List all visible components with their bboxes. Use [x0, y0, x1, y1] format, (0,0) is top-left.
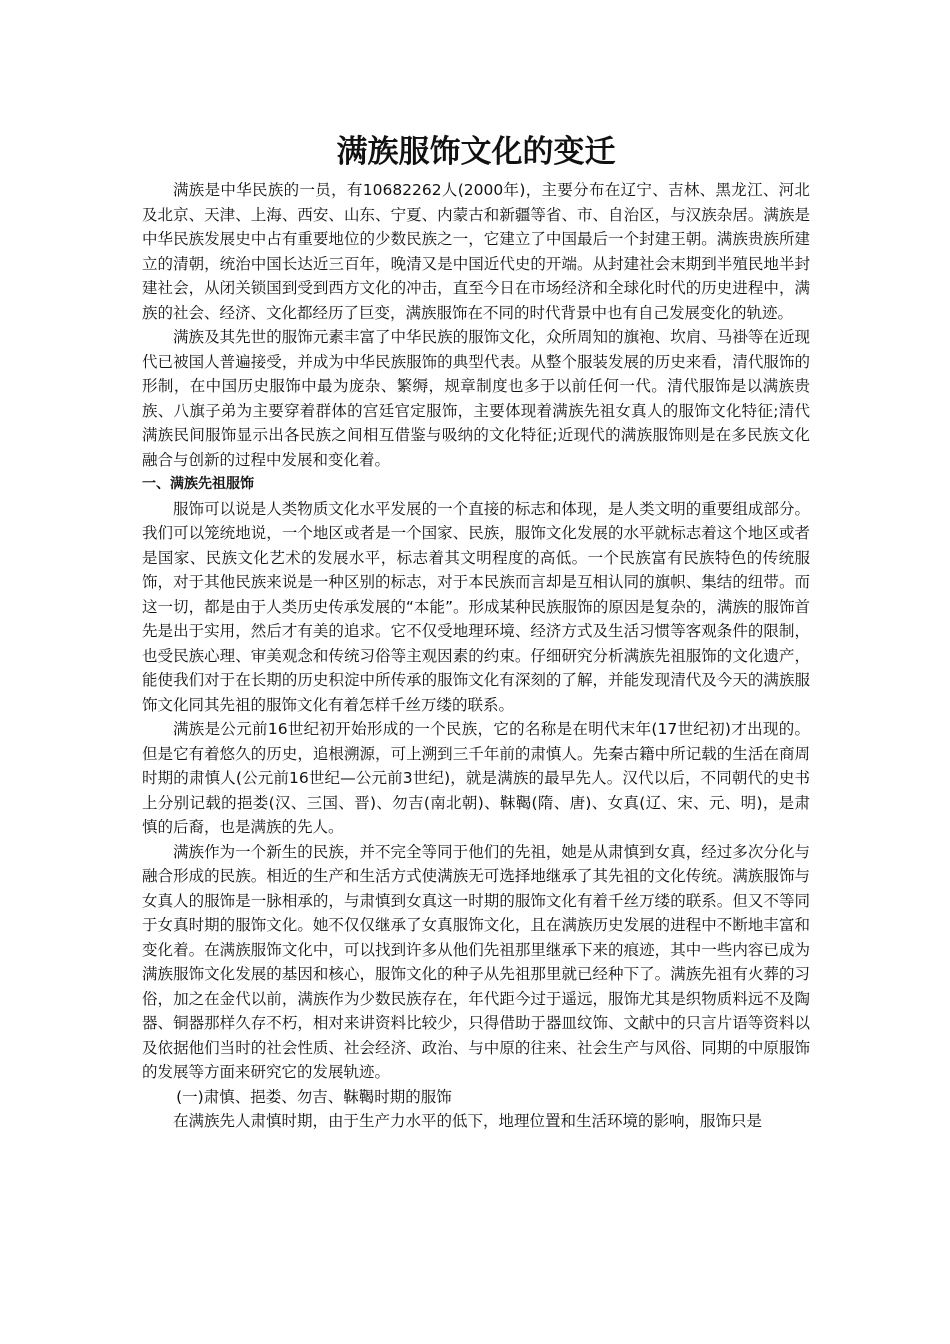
- document-page: [142, 130, 810, 1134]
- section-heading: 一、满族先祖服饰: [142, 476, 254, 492]
- subsection-heading: (一)肃慎、挹娄、勿吉、靺鞨时期的服饰: [176, 1087, 452, 1106]
- section-paragraph-1: 服饰可以说是人类物质文化水平发展的一个直接的标志和体现，是人类文明的重要组成部分。我们可以笼统地说，一个地区或者是一个国家、民族，服饰文化发展的水平就标志着这个地区或者是国家、民族文化艺术的发展水平，标志着其文明程度的高低。一个民族富有民族特色的传统服饰，对于其他民族来说是一种区别的标志，对于本民族而言却是互相认同的旗帜、集结的纽带。而这一切，都是由于人类历史传承发展的“本能”。形成某种民族服饰的原因是复杂的，满族的服饰首先是出于实用，然后才有美的追求。它不仅受地理环境、经济方式及生活习惯等客观条件的限制，也受民族心理、审美观念和传统习俗等主观因素的约束。仔细研究分析满族先祖服饰的文化遗产，能使我们对于在长期的历史积淀中所传承的服饰文化有深刻的了解，并能发现清代及今天的满族服饰文化同其先祖的服饰文化有着怎样千丝万缕的联系。: [142, 499, 810, 714]
- intro-paragraph-2: 满族及其先世的服饰元素丰富了中华民族的服饰文化，众所周知的旗袍、坎肩、马褂等在近现代已被国人普遍接受，并成为中华民族服饰的典型代表。从整个服装发展的历史来看，清代服饰的形制，在中国历史服饰中最为庞杂、繁缛，规章制度也多于以前任何一代。清代服饰是以满族贵族、八旗子弟为主要穿着群体的宫廷官定服饰，主要体现着满族先祖女真人的服饰文化特征;清代满族民间服饰显示出各民族之间相互借鉴与吸纳的文化特征;近现代的满族服饰则是在多民族文化融合与创新的过程中发展和变化着。: [142, 328, 810, 469]
- section-paragraph-2: 满族是公元前16世纪初开始形成的一个民族，它的名称是在明代末年(17世纪初)才出现的。但是它有着悠久的历史，追根溯源，可上溯到三千年前的肃慎人。先秦古籍中所记载的生活在商周时期的肃慎人(公元前16世纪—公元前3世纪)，就是满族的最早先人。汉代以后，不同朝代的史书上分别记载的挹娄(汉、三国、晋)、勿吉(南北朝)、靺鞨(隋、唐)、女真(辽、宋、元、明)，是肃慎的后裔，也是满族的先人。: [142, 720, 810, 836]
- subsection-paragraph: 在满族先人肃慎时期，由于生产力水平的低下，地理位置和生活环境的影响，服饰只是: [173, 1112, 763, 1130]
- section-paragraph-3: 满族作为一个新生的民族，并不完全等同于他们的先祖，她是从肃慎到女真，经过多次分化与融合形成的民族。相近的生产和生活方式使满族无可选择地继承了其先祖的文化传统。满族服饰与女真人的服饰是一脉相承的，与肃慎到女真这一时期的服饰文化有着千丝万缕的联系。但又不等同于女真时期的服饰文化。她不仅仅继承了女真服饰文化，且在满族历史发展的进程中不断地丰富和变化着。在满族服饰文化中，可以找到许多从他们先祖那里继承下来的痕迹，其中一些内容已成为满族服饰文化发展的基因和核心，服饰文化的种子从先祖那里就已经种下了。满族先祖有火葬的习俗，加之在金代以前，满族作为少数民族存在，年代距今过于遥远，服饰尤其是织物质料远不及陶器、铜器那样久存不朽，相对来讲资料比较少，只得借助于器皿纹饰、文献中的只言片语等资料以及依据他们当时的社会性质、社会经济、政治、与中原的往来、社会生产与风俗、同期的中原服饰的发展等方面来研究它的发展轨迹。: [142, 842, 810, 1081]
- intro-paragraph-1: 满族是中华民族的一员，有10682262人(2000年)，主要分布在辽宁、吉林、黑龙江、河北及北京、天津、上海、西安、山东、宁夏、内蒙古和新疆等省、市、自治区，与汉族杂居。满族是中华民族发展史中占有重要地位的少数民族之一，它建立了中国最后一个封建王朝。满族贵族所建立的清朝，统治中国长达近三百年，晚清又是中国近代史的开端。从封建社会末期到半殖民地半封建社会，从闭关锁国到受到西方文化的冲击，直至今日在市场经济和全球化时代的历史进程中，满族的社会、经济、文化都经历了巨变，满族服饰在不同的时代背景中也有自己发展变化的轨迹。: [142, 181, 810, 322]
- document-title: 满族服饰文化的变迁: [336, 134, 616, 170]
